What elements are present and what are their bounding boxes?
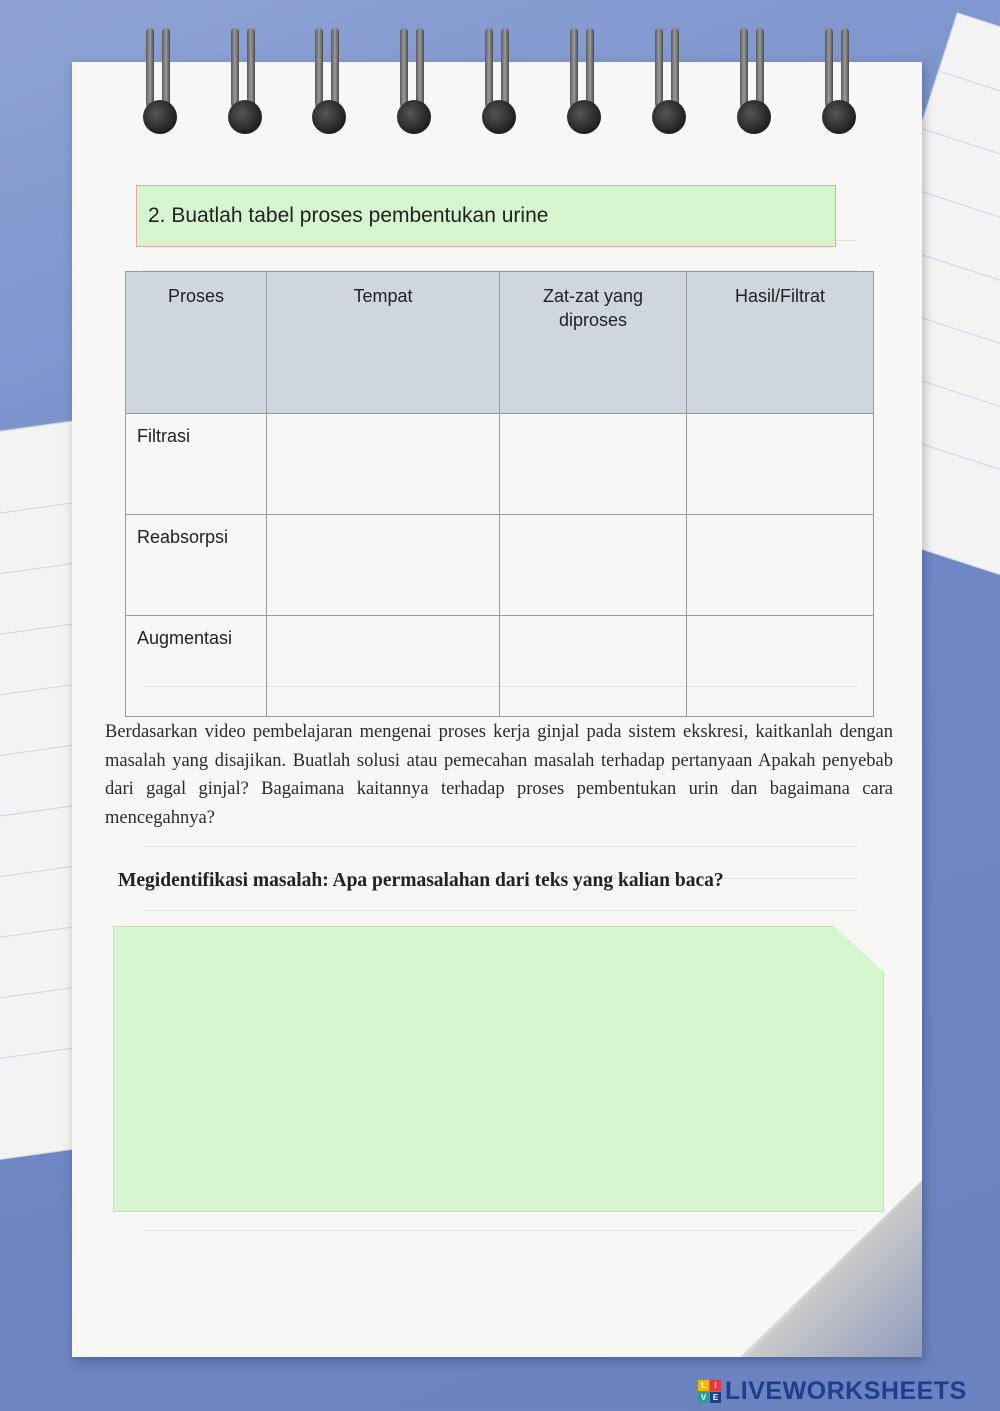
cell-place-input[interactable] <box>267 515 500 616</box>
binder-ring-icon <box>736 28 772 136</box>
cell-process: Reabsorpsi <box>126 515 267 616</box>
answer-input[interactable] <box>113 926 884 1212</box>
binder-ring-icon <box>481 28 517 136</box>
cell-substances-input[interactable] <box>500 515 687 616</box>
table-header-row <box>126 272 874 414</box>
header-hasil: Hasil/Filtrat <box>687 272 874 414</box>
cell-substances-input[interactable] <box>500 414 687 515</box>
header-tempat: Tempat <box>267 272 500 414</box>
binder-ring-icon <box>821 28 857 136</box>
cell-result-input[interactable] <box>687 616 874 717</box>
table-row <box>126 414 874 515</box>
logo-text: LIVEWORKSHEETS <box>725 1376 967 1405</box>
logo-icon: L I V E <box>698 1380 721 1403</box>
binder-ring-icon <box>566 28 602 136</box>
cell-result-input[interactable] <box>687 414 874 515</box>
binder-ring-icon <box>396 28 432 136</box>
urine-process-table <box>125 271 874 717</box>
prompt-paragraph: Berdasarkan video pembelajaran mengenai proses kerja ginjal pada sistem ekskresi, kaitkanlah dengan masalah yang disajikan. Buatlah solusi atau pemecahan masalah terhadap pertanyaan Apakah penyebab dari gagal ginjal? Bagaimana kaitannya terhadap proses pembentukan urin dan bagaimana cara mencegahnya? <box>105 722 893 828</box>
table-row <box>126 515 874 616</box>
cell-process: Augmentasi <box>126 616 267 717</box>
binder-ring-icon <box>142 28 178 136</box>
liveworksheets-logo <box>698 1376 967 1406</box>
question-heading: Megidentifikasi masalah: Apa permasalahan dari teks yang kalian baca? <box>118 870 724 891</box>
binder-ring-icon <box>227 28 263 136</box>
cell-process: Filtrasi <box>126 414 267 515</box>
binder-ring-icon <box>311 28 347 136</box>
header-proses: Proses <box>126 272 267 414</box>
task-title: 2. Buatlah tabel proses pembentukan urine <box>136 185 836 247</box>
binder-ring-icon <box>651 28 687 136</box>
cell-substances-input[interactable] <box>500 616 687 717</box>
table-row <box>126 616 874 717</box>
header-zat: Zat-zat yang diproses <box>500 272 687 414</box>
cell-place-input[interactable] <box>267 414 500 515</box>
cell-result-input[interactable] <box>687 515 874 616</box>
cell-place-input[interactable] <box>267 616 500 717</box>
